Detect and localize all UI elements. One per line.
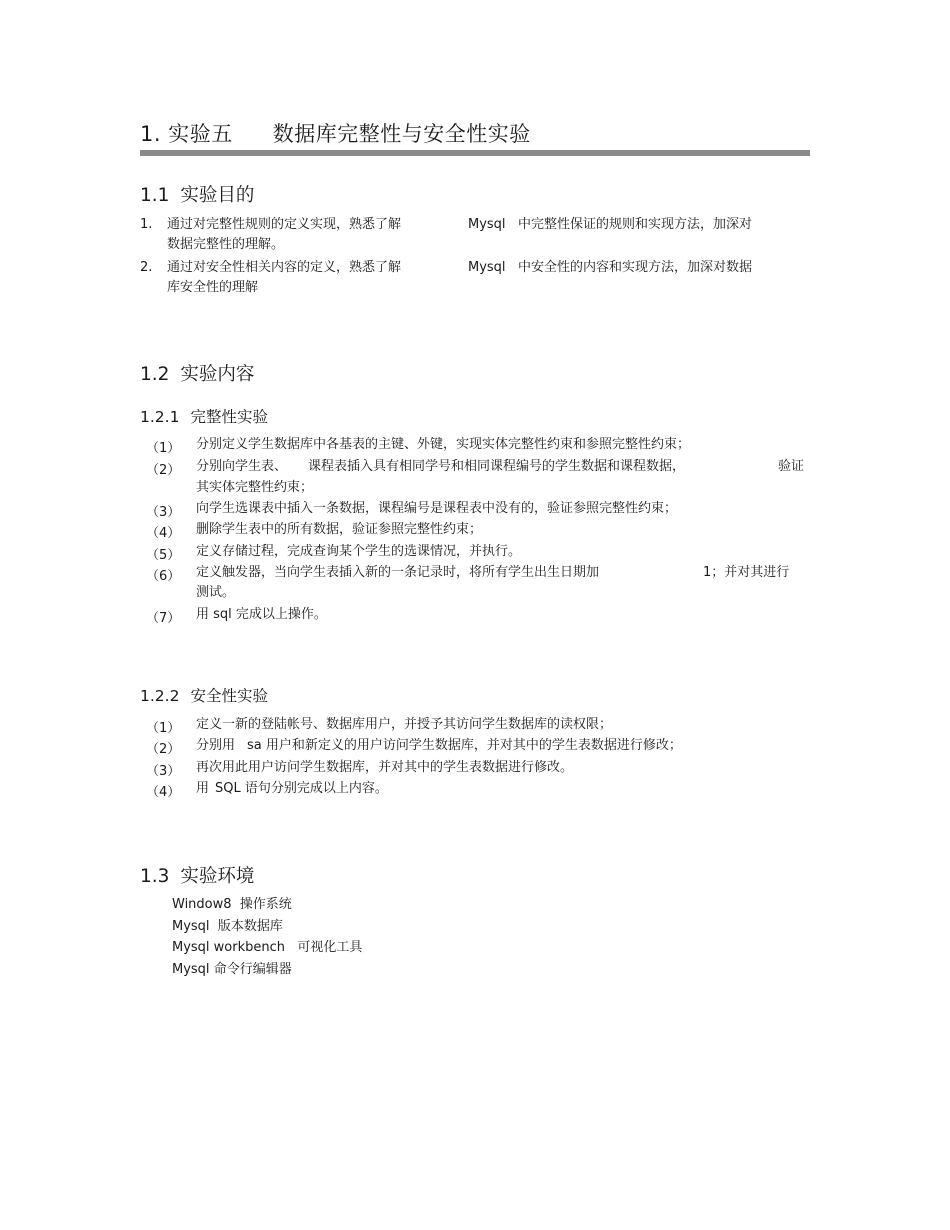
list-item-text: 分别定义学生数据库中各基表的主键、外键，实现实体完整性约束和参照完整性约束； bbox=[196, 437, 691, 452]
list-item-number: （3） bbox=[146, 505, 181, 520]
list-item-text: 课程表插入具有相同学号和相同课程编号的学生数据和课程数据， bbox=[308, 459, 686, 474]
environment-item bbox=[172, 962, 292, 977]
environment-name: Mysql bbox=[172, 962, 210, 977]
list-item-text: Mysql bbox=[468, 260, 506, 275]
list-item-text: 中完整性保证的规则和实现方法，加深对 bbox=[518, 217, 753, 232]
subsection-title: 安全性实验 bbox=[190, 687, 268, 705]
environment-desc: 可视化工具 bbox=[297, 940, 363, 955]
list-item-text: 数据完整性的理解。 bbox=[167, 237, 285, 252]
list-item-text: 通过对完整性规则的定义实现，熟悉了解 bbox=[167, 217, 402, 232]
environment-name: Window8 bbox=[172, 897, 232, 912]
list-item-text: 用 bbox=[196, 781, 210, 796]
list-item-number: （4） bbox=[146, 526, 181, 541]
subsection-number: 1.2.2 bbox=[140, 687, 180, 705]
subsection-title: 完整性实验 bbox=[190, 408, 268, 426]
list-item-number: （1） bbox=[146, 441, 181, 456]
section-number: 1.3 bbox=[140, 866, 170, 887]
chapter-title-part1: 实验五 bbox=[168, 122, 233, 146]
list-item-number: 2. bbox=[140, 260, 153, 275]
list-item-text: 删除学生表中的所有数据，验证参照完整性约束； bbox=[196, 522, 483, 537]
environment-name: Mysql bbox=[172, 919, 210, 934]
chapter-title bbox=[140, 118, 531, 148]
title-rule bbox=[140, 150, 810, 156]
list-item-text: 定义存储过程，完成查询某个学生的选课情况，并执行。 bbox=[196, 544, 522, 559]
list-item-text: Mysql bbox=[468, 217, 506, 232]
list-item-text: 向学生选课表中插入一条数据，课程编号是课程表中没有的，验证参照完整性约束； bbox=[196, 501, 678, 516]
section-number: 1.1 bbox=[140, 185, 170, 206]
section-heading-1-3 bbox=[140, 862, 254, 888]
list-item-text: 验证 bbox=[778, 459, 805, 474]
section-number: 1.2 bbox=[140, 364, 170, 385]
list-item-number: （4） bbox=[146, 785, 181, 800]
subsection-heading-1-2-2 bbox=[140, 684, 268, 706]
subsection-number: 1.2.1 bbox=[140, 408, 180, 426]
environment-item bbox=[172, 940, 362, 955]
environment-desc: 命令行编辑器 bbox=[213, 962, 292, 977]
list-item-text: sa 用户和新定义的用户访问学生数据库，并对其中的学生表数据进行修改； bbox=[247, 738, 682, 753]
list-item-text: 测试。 bbox=[196, 585, 236, 600]
list-item-number: （2） bbox=[146, 463, 181, 478]
list-item-number: （3） bbox=[146, 764, 181, 779]
list-item-text: 其实体完整性约束； bbox=[196, 480, 314, 495]
list-item-number: （2） bbox=[146, 742, 181, 757]
list-item-text: 中安全性的内容和实现方法，加深对数据 bbox=[518, 260, 753, 275]
list-item-text: 定义触发器，当向学生表插入新的一条记录时，将所有学生出生日期加 bbox=[196, 565, 600, 580]
section-heading-1-2 bbox=[140, 360, 254, 386]
list-item-text: 库安全性的理解 bbox=[167, 280, 259, 295]
list-item-number: 1. bbox=[140, 217, 153, 232]
chapter-number: 1. bbox=[140, 122, 162, 146]
section-title: 实验环境 bbox=[180, 866, 255, 887]
list-item-number: （1） bbox=[146, 721, 181, 736]
list-item-text: 再次用此用户访问学生数据库，并对其中的学生表数据进行修改。 bbox=[196, 760, 574, 775]
environment-item bbox=[172, 919, 283, 934]
chapter-title-part2: 数据库完整性与安全性实验 bbox=[272, 122, 531, 146]
list-item-text: 定义一新的登陆帐号、数据库用户，并授予其访问学生数据库的读权限； bbox=[196, 717, 613, 732]
list-item-text: SQL 语句分别完成以上内容。 bbox=[215, 781, 388, 796]
environment-desc: 版本数据库 bbox=[217, 919, 283, 934]
list-item-number: （6） bbox=[146, 569, 181, 584]
section-heading-1-1 bbox=[140, 181, 254, 207]
section-title: 实验目的 bbox=[180, 185, 255, 206]
list-item-number: （7） bbox=[146, 611, 181, 626]
subsection-heading-1-2-1 bbox=[140, 405, 268, 427]
section-title: 实验内容 bbox=[180, 364, 255, 385]
environment-item bbox=[172, 897, 292, 912]
list-item-number: （5） bbox=[146, 548, 181, 563]
list-item-text: 1；并对其进行 bbox=[703, 565, 790, 580]
list-item-text: 分别用 bbox=[196, 738, 236, 753]
environment-name: Mysql workbench bbox=[172, 940, 286, 955]
list-item-text: 用 sql 完成以上操作。 bbox=[196, 607, 327, 622]
environment-desc: 操作系统 bbox=[239, 897, 292, 912]
list-item-text: 通过对安全性相关内容的定义，熟悉了解 bbox=[167, 260, 402, 275]
list-item-text: 分别向学生表、 bbox=[196, 459, 288, 474]
